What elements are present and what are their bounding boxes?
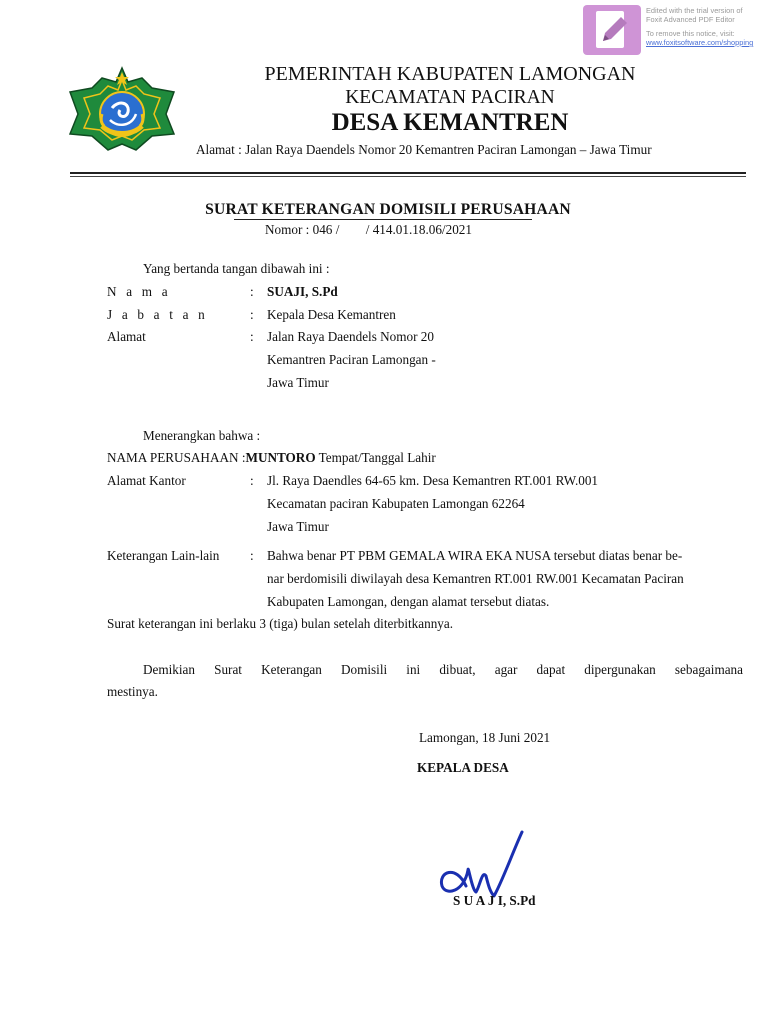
field-value-alamat-cont: Jawa Timur <box>267 375 329 390</box>
field-value-nama: SUAJI, S.Pd <box>267 284 338 299</box>
intro-text: Yang bertanda tangan dibawah ini : <box>143 261 330 276</box>
header-district-line: KECAMATAN PACIRAN <box>345 87 555 108</box>
field-value-alamat: Jalan Raya Daendels Nomor 20 <box>267 329 434 344</box>
office-line: Jl. Raya Daendles 64-65 km. Desa Kemantren RT.001 RW.001 <box>267 473 599 488</box>
watermark-link[interactable]: www.foxitsoftware.com/shopping <box>646 38 754 47</box>
field-label-alamat: Alamat <box>107 329 146 344</box>
closing-line2: mestinya. <box>107 684 158 699</box>
watermark-notice <box>646 6 753 47</box>
company-suffix: Tempat/Tanggal Lahir <box>315 450 436 465</box>
declare-text: Menerangkan bahwa : <box>143 428 261 443</box>
header-address: Alamat : Jalan Raya Daendels Nomor 20 Kemantren Paciran Lamongan – Jawa Timur <box>196 142 652 157</box>
header-rule-thin <box>70 176 746 177</box>
field-sep: : <box>250 284 254 299</box>
office-line: Kecamatan paciran Kabupaten Lamongan 62264 <box>267 496 525 511</box>
company-name: MUNTORO <box>245 450 316 465</box>
watermark-line1: Edited with the trial version of <box>646 6 743 15</box>
closing-line1: Demikian Surat Keterangan Domisili ini dibuat, agar dapat dipergunakan sebagaimana <box>143 662 743 677</box>
company-row <box>107 451 436 464</box>
office-label: Alamat Kantor <box>107 473 186 488</box>
field-sep: : <box>250 548 254 563</box>
company-label: NAMA PERUSAHAAN : <box>107 450 246 465</box>
field-value-jabatan: Kepala Desa Kemantren <box>267 307 396 322</box>
signer-name: S U A J I, S.Pd <box>453 893 536 908</box>
office-line: Jawa Timur <box>267 519 329 534</box>
header-village-line: DESA KEMANTREN <box>331 109 569 136</box>
field-sep: : <box>250 329 254 344</box>
letter-title: SURAT KETERANGAN DOMISILI PERUSAHAAN <box>205 201 571 218</box>
field-value-alamat-cont: Kemantren Paciran Lamongan - <box>267 352 436 367</box>
notes-label: Keterangan Lain-lain <box>107 548 220 563</box>
notes-line: nar berdomisili diwilayah desa Kemantren RT.001 RW.001 Kecamatan Paciran <box>267 571 684 586</box>
field-sep: : <box>250 307 254 322</box>
signer-title: KEPALA DESA <box>417 760 509 775</box>
pdf-edit-icon <box>583 5 641 55</box>
header-rule-thick <box>70 172 746 174</box>
header-government-line: PEMERINTAH KABUPATEN LAMONGAN <box>264 63 636 85</box>
place-date: Lamongan, 18 Juni 2021 <box>419 730 551 745</box>
field-label-jabatan: J a b a t a n <box>107 307 208 322</box>
watermark-line2: Foxit Advanced PDF Editor <box>646 15 735 24</box>
notes-line: Kabupaten Lamongan, dengan alamat tersebut diatas. <box>267 594 550 609</box>
notes-line: Bahwa benar PT PBM GEMALA WIRA EKA NUSA tersebut diatas benar be- <box>267 548 683 563</box>
field-label-nama: N a m a <box>107 284 171 299</box>
letter-number: Nomor : 046 / / 414.01.18.06/2021 <box>265 222 472 237</box>
title-underline <box>234 219 532 220</box>
field-sep: : <box>250 473 254 488</box>
watermark-line3: To remove this notice, visit: <box>646 29 735 38</box>
validity-text: Surat keterangan ini berlaku 3 (tiga) bulan setelah diterbitkannya. <box>107 616 454 631</box>
